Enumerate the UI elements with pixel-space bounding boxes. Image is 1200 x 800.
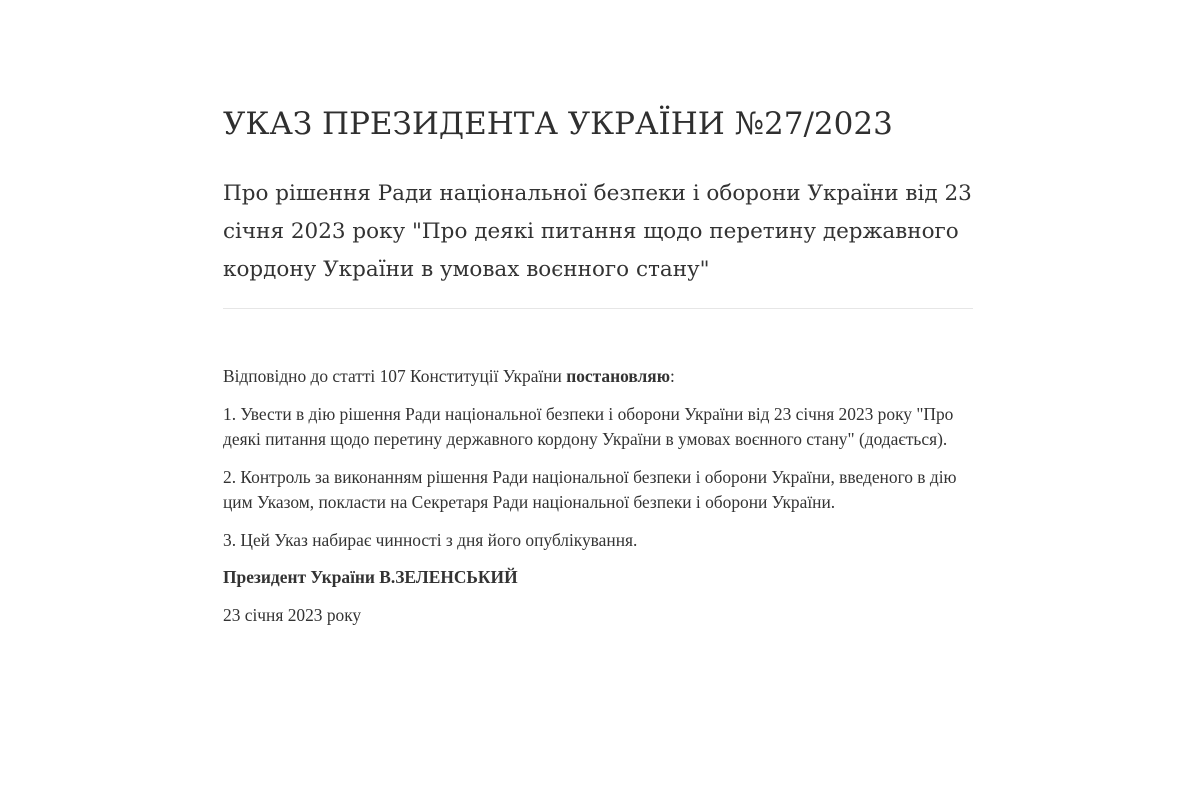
intro-paragraph — [223, 364, 978, 390]
signature: Президент України В.ЗЕЛЕНСЬКИЙ — [223, 567, 518, 587]
intro-keyword: постановляю — [566, 366, 671, 386]
decree-item-1: 1. Увести в дію рішення Ради національної безпеки і оборони України від 23 січня 2023 року "Про деякі питання щодо перетину державного кордону України в умовах воєнного стану" (додається). — [223, 403, 954, 449]
decree-title: УКАЗ ПРЕЗИДЕНТА УКРАЇНИ №27/2023 — [223, 106, 893, 142]
decree-item-2: 2. Контроль за виконанням рішення Ради національної безпеки і оборони України, введеного в дію цим Указом, покласти на Секретаря Ради національної безпеки і оборони України. — [223, 466, 957, 512]
intro-text: Відповідно до статті 107 Конституції України — [223, 366, 567, 386]
divider — [223, 308, 973, 309]
decree-date: 23 січня 2023 року — [223, 604, 362, 625]
decree-body — [223, 364, 978, 628]
intro-suffix: : — [670, 366, 675, 386]
decree-article — [223, 100, 973, 640]
decree-subtitle: Про рішення Ради національної безпеки і оборони України від 23 січня 2023 року "Про деякі питання щодо перетину державного кордону України в умовах воєнного стану" — [223, 181, 972, 282]
decree-item-3: 3. Цей Указ набирає чинності з дня його опублікування. — [223, 529, 638, 550]
